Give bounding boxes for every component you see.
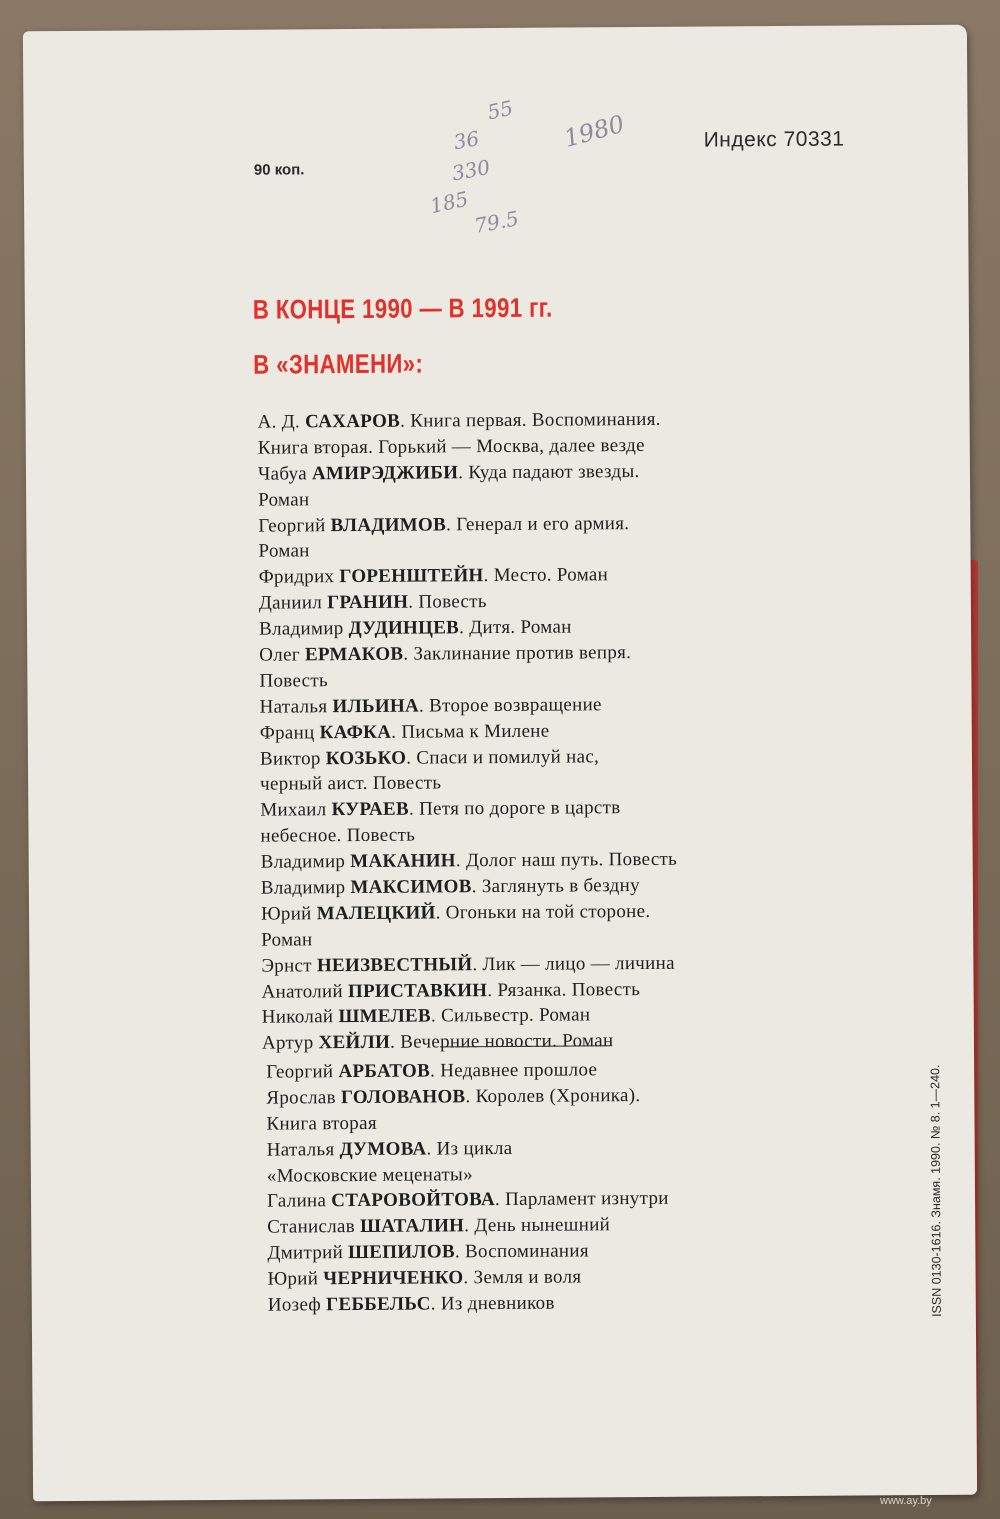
announcement-text: Фридрих (258, 566, 340, 589)
announcement-text: . Заглянуть в бездну (471, 875, 640, 898)
announcement-text: Наталья (266, 1138, 340, 1161)
announcement-text: . Письма к Милене (391, 720, 550, 743)
announcement-text: Роман (258, 488, 310, 511)
author-surname: НЕИЗВЕСТНЫЙ (316, 953, 473, 976)
author-surname: ГОЛОВАНОВ (340, 1086, 466, 1109)
announcement-text: Чабуа (257, 463, 313, 485)
announcement-text: . Спаси и помилуй нас, (406, 745, 600, 769)
author-surname: ДУДИНЦЕВ (348, 617, 460, 640)
announcement-text: Владимир (258, 618, 349, 640)
announcement-text: Юрий (260, 903, 317, 925)
author-surname: МАЛЕЦКИЙ (316, 902, 436, 925)
announcement-text: Роман (258, 540, 310, 563)
announcement-text: Наталья (259, 695, 333, 718)
announcement-text: . Земля и воля (463, 1266, 582, 1289)
announcement-text: . Дитя. Роман (459, 616, 572, 639)
author-surname: САХАРОВ (305, 410, 401, 433)
announcement-text: . Воспоминания (454, 1240, 589, 1263)
announcement-text: Повесть (259, 670, 328, 692)
announcement-line (268, 1288, 908, 1318)
author-surname: МАКАНИН (350, 850, 456, 873)
announcement-text: Ярослав (266, 1087, 342, 1109)
announcement-text: . Рязанка. Повесть (487, 978, 641, 1001)
announcement-text: Олег (259, 644, 306, 666)
headline-magazine: В «ЗНАМЕНИ»: (253, 348, 424, 380)
author-surname: ИЛЬИНА (332, 695, 420, 717)
announcement-text: Станислав (267, 1216, 361, 1238)
announcement-text: Владимир (260, 851, 351, 873)
author-surname: ВЛАДИМОВ (330, 513, 447, 536)
announcement-text: Книга вторая. Горький — Москва, далее везде (257, 434, 645, 459)
announcement-text: . Заклинание против вепря. (403, 642, 632, 665)
announcement-text: Анатолий (261, 980, 349, 1003)
announcement-text: . Из дневников (430, 1292, 555, 1315)
announcement-text: «Московские меценаты» (266, 1163, 473, 1187)
magazine-back-cover (23, 25, 977, 1502)
announcement-text: Георгий (266, 1061, 339, 1083)
announcement-text: Николай (261, 1006, 339, 1029)
announcement-text: А. Д. (257, 411, 306, 433)
announcement-text: Эрнст (261, 954, 317, 977)
announcement-text: Книга вторая (266, 1112, 377, 1135)
author-surname: МАКСИМОВ (350, 876, 472, 899)
pencil-note: 36 (451, 126, 482, 155)
author-surname: ШАТАЛИН (359, 1215, 465, 1238)
announcement-text: . Недавнее прошлое (429, 1059, 598, 1082)
author-surname: СТАРОВОЙТОВА (331, 1189, 496, 1212)
announcement-text: Георгий (258, 514, 331, 537)
announcement-text: . Огоньки на той стороне. (435, 900, 651, 924)
announcement-text: . Парламент изнутри (494, 1188, 669, 1211)
announcement-text: . Королев (Хроника). (465, 1084, 641, 1108)
announcement-text: Роман (261, 929, 313, 951)
announcement-text: . Генерал и его армия. (445, 512, 630, 535)
announcement-text: . День нынешний (464, 1214, 611, 1237)
announcement-text: . Сильвестр. Роман (430, 1004, 591, 1027)
author-surname: АМИРЭДЖИБИ (311, 462, 459, 485)
announcement-text: Дмитрий (267, 1242, 349, 1264)
announcement-text: Юрий (267, 1268, 324, 1290)
announcement-text: Артур (261, 1032, 319, 1055)
author-surname: ГОРЕНШТЕЙН (339, 565, 484, 588)
announcement-text: . Из цикла (426, 1137, 513, 1160)
announcement-text: черный аист. Повесть (260, 772, 442, 796)
author-surname: АРБАТОВ (338, 1060, 431, 1083)
announcement-text: . Повесть (408, 591, 487, 613)
pencil-note: 1980 (560, 109, 628, 153)
announcement-text: Владимир (260, 877, 351, 899)
announcement-text: небесное. Повесть (260, 824, 416, 847)
announcement-text: . Место. Роман (483, 564, 609, 587)
announcement-text: Даниил (258, 592, 328, 614)
announcement-list-secondary (266, 1055, 908, 1318)
author-surname: КУРАЕВ (331, 798, 410, 821)
announcement-text: Галина (266, 1190, 332, 1213)
author-surname: ШЕПИЛОВ (348, 1241, 455, 1264)
announcement-text: Франц (259, 721, 320, 744)
index-label: Индекс 70331 (703, 127, 845, 152)
author-surname: ШМЕЛЕВ (338, 1005, 432, 1028)
announcement-text: . Петя по дороге в царств (408, 797, 621, 820)
announcement-text: . Куда падают звезды. (458, 460, 640, 484)
announcement-line (262, 1027, 902, 1057)
author-surname: КАФКА (319, 721, 392, 743)
author-surname: ПРИСТАВКИН (347, 979, 488, 1002)
author-surname: ДУМОВА (339, 1138, 427, 1160)
author-surname: ГЕББЕЛЬС (325, 1293, 431, 1316)
announcement-text: Иозеф (267, 1294, 327, 1316)
announcement-text: . Долог наш путь. Повесть (455, 848, 678, 872)
announcement-text: . Книга первая. Воспоминания. (400, 408, 661, 432)
headline-dates: В КОНЦЕ 1990 — В 1991 гг. (252, 292, 553, 325)
author-surname: КОЗЬКО (325, 747, 407, 769)
announcement-text: . Вечерние новости. Роман (390, 1030, 614, 1054)
watermark: www.ay.by (880, 1495, 932, 1507)
pencil-note: 79.5 (472, 206, 521, 238)
announcement-list-main (258, 405, 903, 1057)
author-surname: ХЕЙЛИ (318, 1032, 391, 1054)
price-label: 90 коп. (253, 161, 305, 179)
author-surname: ЧЕРНИЧЕНКО (323, 1267, 464, 1290)
announcement-text: . Второе возвращение (418, 694, 602, 717)
issn-line: ISSN 0130-1616. Знамя. 1990. № 8. 1—240. (928, 1064, 944, 1318)
announcement-text: Виктор (259, 747, 326, 770)
author-surname: ЕРМАКОВ (304, 643, 404, 666)
pencil-notes (423, 97, 654, 259)
pencil-note: 55 (485, 95, 516, 125)
announcement-text: . Лик — лицо — личина (472, 952, 675, 975)
pencil-note: 330 (450, 154, 492, 186)
pencil-note: 185 (427, 186, 471, 219)
announcement-text: Михаил (260, 799, 332, 822)
author-surname: ГРАНИН (327, 591, 409, 614)
